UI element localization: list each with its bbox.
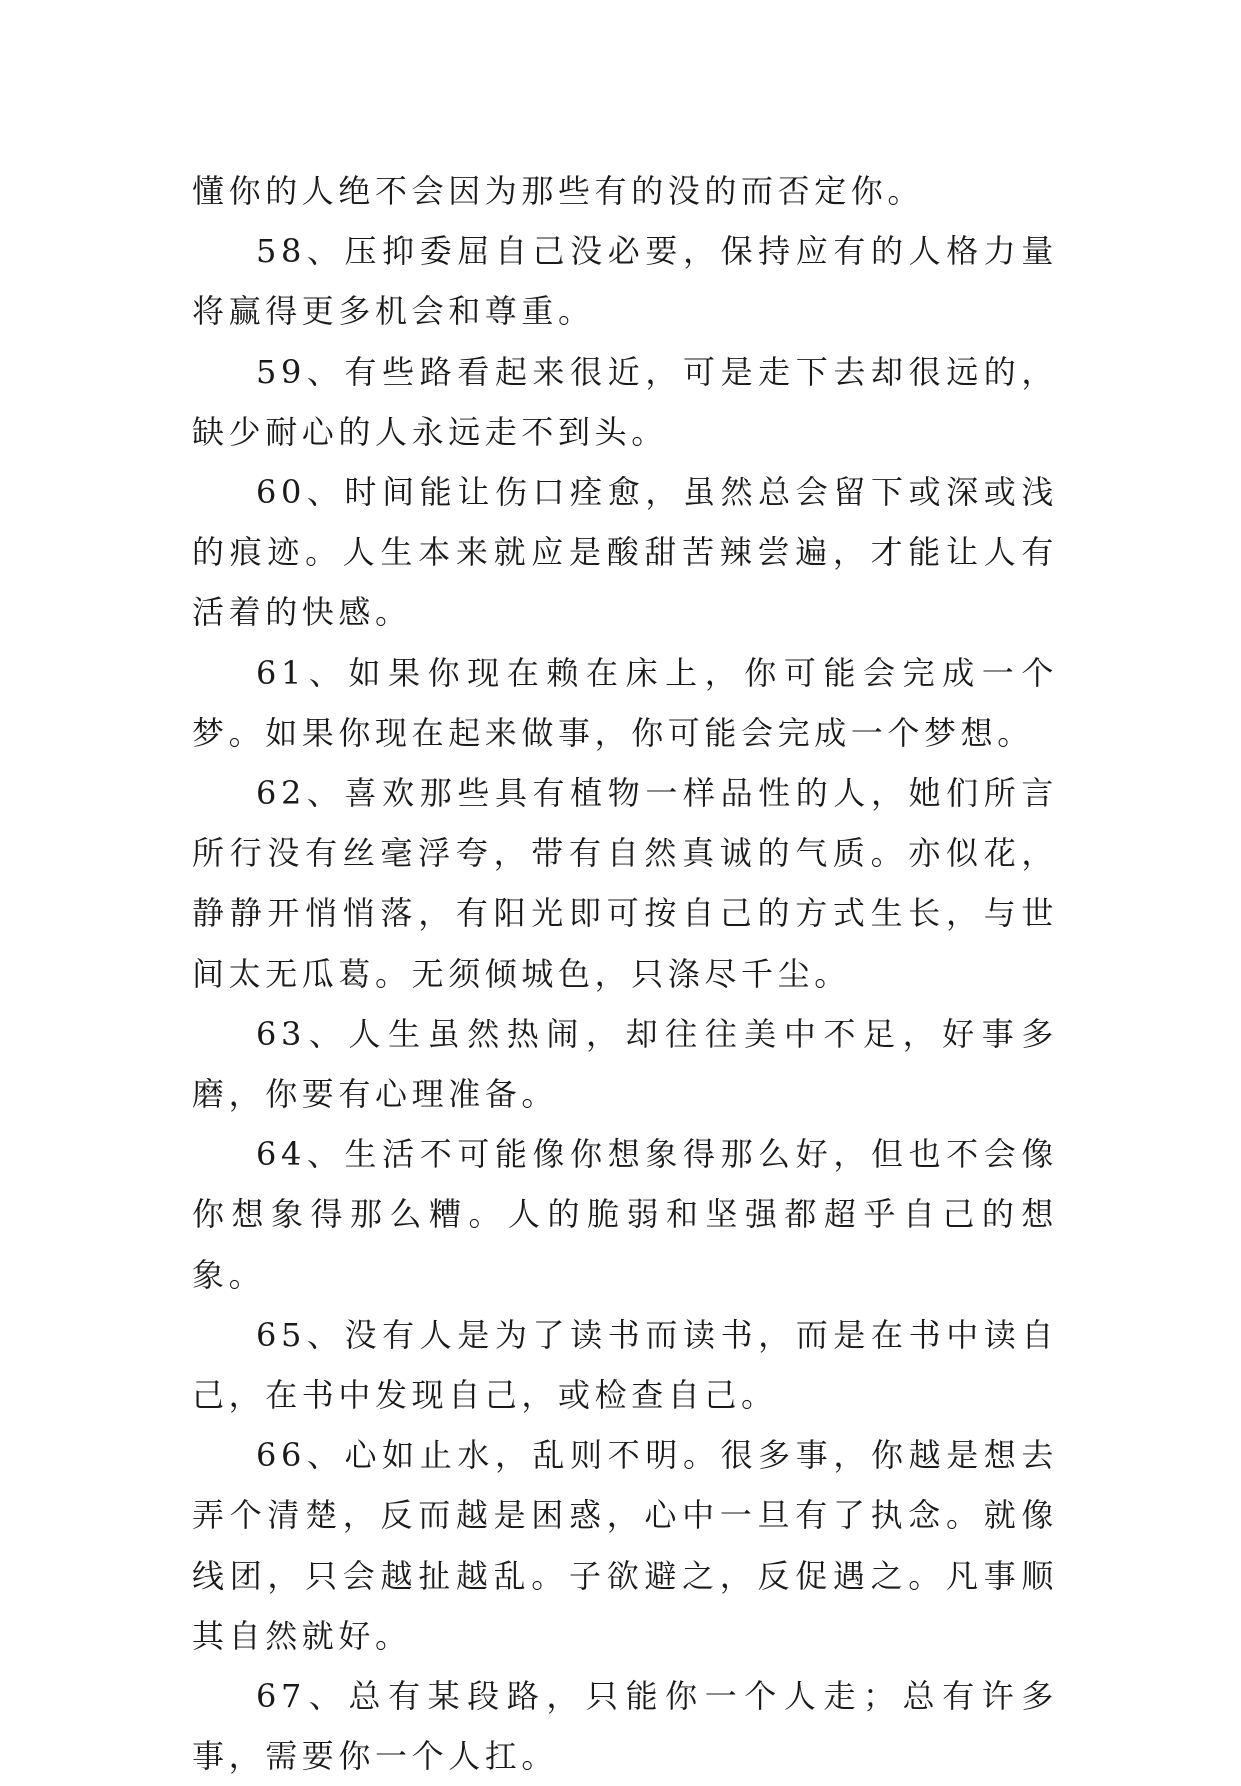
paragraph-58: 58、压抑委屈自己没必要，保持应有的人格力量将赢得更多机会和尊重。: [192, 232, 1058, 331]
paragraph-62: 62、喜欢那些具有植物一样品性的人，她们所言所行没有丝毫浮夸，带有自然真诚的气质。亦似花，静静开悄悄落，有阳光即可按自己的方式生长，与世间太无瓜葛。无须倾城色，只涤尽千尘。: [192, 774, 1058, 993]
paragraph-67: 67、总有某段路，只能你一个人走；总有许多事，需要你一个人扛。: [192, 1677, 1058, 1776]
paragraph-59: 59、有些路看起来很近，可是走下去却很远的，缺少耐心的人永远走不到头。: [192, 352, 1058, 451]
paragraph-64: 64、生活不可能像你想象得那么好，但也不会像你想象得那么糟。人的脆弱和坚强都超乎自己的想象。: [192, 1135, 1058, 1294]
paragraph-61: 61、如果你现在赖在床上，你可能会完成一个梦。如果你现在起来做事，你可能会完成一个梦想。: [192, 653, 1058, 752]
paragraph-60: 60、时间能让伤口痊愈，虽然总会留下或深或浅的痕迹。人生本来就应是酸甜苦辣尝遍，才能让人有活着的快感。: [192, 473, 1058, 632]
paragraph-63: 63、人生虽然热闹，却往往美中不足，好事多磨，你要有心理准备。: [192, 1014, 1058, 1114]
paragraph-66: 66、心如止水，乱则不明。很多事，你越是想去弄个清楚，反而越是困惑，心中一旦有了执念。就像线团，只会越扯越乱。子欲避之，反促遇之。凡事顺其自然就好。: [192, 1436, 1058, 1655]
paragraph-continuation: 懂你的人绝不会因为那些有的没的而否定你。: [192, 172, 925, 210]
paragraph-65: 65、没有人是为了读书而读书，而是在书中读自己，在书中发现自己，或检查自己。: [192, 1315, 1058, 1415]
body-text: [192, 161, 1058, 1786]
